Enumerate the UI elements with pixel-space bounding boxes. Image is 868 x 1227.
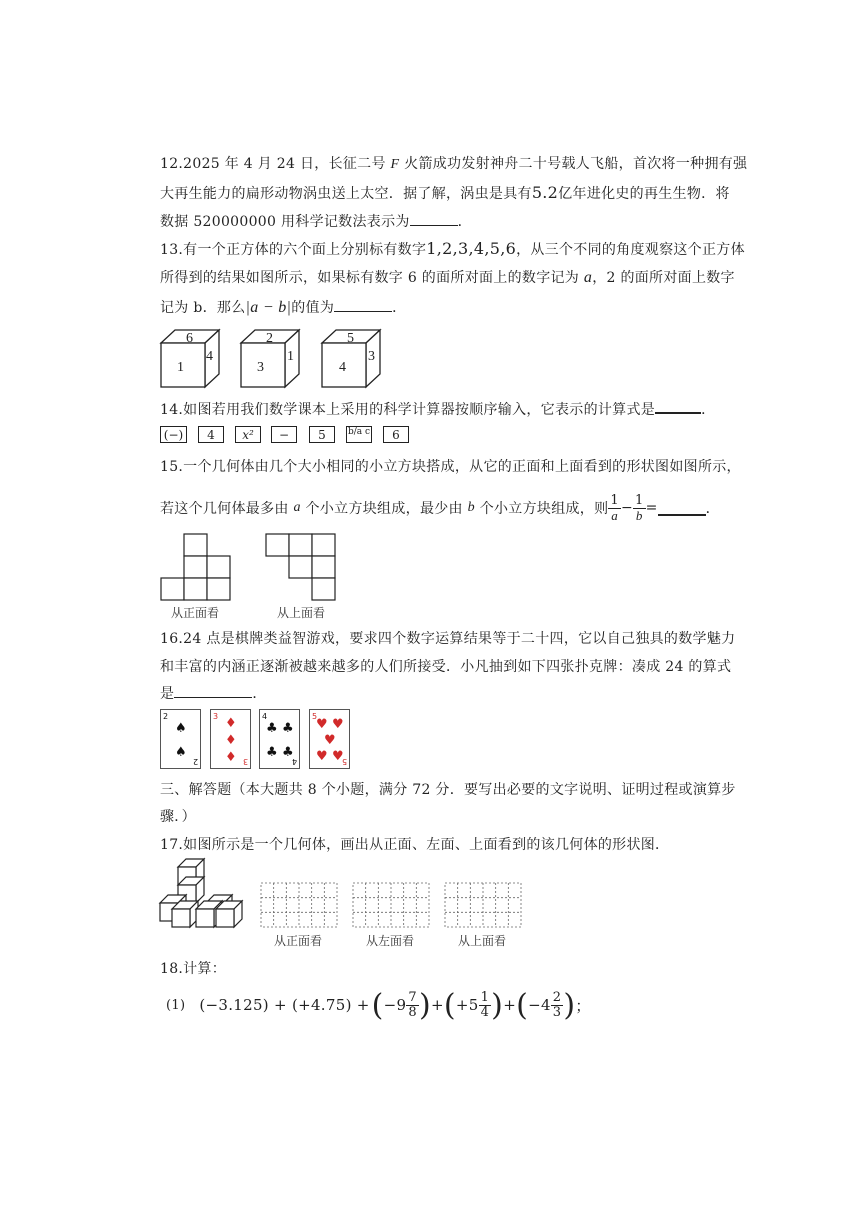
cube3-side-number: 3 [368, 349, 375, 364]
q15-line2: 若这个几何体最多由 a 个小立方块组成，最少由 b 个小立方块组成，则 $\frac{1}{a}$ − $\frac{1}{b}$ = ． [160, 492, 720, 523]
key-x-squared: x² [235, 426, 261, 443]
card-suit-pip: ♦ [225, 733, 237, 748]
card-suit-pip: ♥ [332, 717, 344, 732]
key-4: 4 [198, 426, 224, 443]
caption-front-view: 从正面看 [274, 934, 323, 948]
key-6: 6 [383, 426, 409, 443]
card-suit-pip: ♣ [266, 721, 278, 736]
q13-line3: 记为 b．那么|a − b|的值为 ． [160, 299, 407, 316]
cubes-figure [158, 327, 388, 389]
q18-part1: (1) (−3.125) + (+4.75) + ( −9 $\frac{7}{8}$ ) + ( +5 $\frac{1}{4}$ ) + ( −4 $\frac{2}{3}$ ) ； [166, 987, 591, 1023]
playing-card-4 [259, 709, 300, 769]
card-rank: 4 [262, 712, 268, 721]
caption-top-view: 从上面看 [277, 606, 326, 620]
iso-cube-front-mid-front [196, 909, 214, 927]
q17-grids [260, 882, 522, 930]
playing-card-5 [309, 709, 350, 769]
card-suit-pip: ♣ [266, 745, 278, 760]
caption-left-view: 从左面看 [366, 934, 415, 948]
card-rank: 2 [192, 757, 198, 766]
card-suit-pip: ♠ [175, 721, 187, 736]
q15-line1: 15.一个几何体由几个大小相同的小立方块搭成，从它的正面和上面看到的形状图如图所示， [160, 459, 741, 475]
answer-blank [334, 297, 392, 312]
q16-line3: 是 ． [160, 683, 267, 703]
caption-top-view: 从上面看 [458, 934, 507, 948]
q16-line2: 和丰富的内涵正逐渐被越来越多的人们所接受．小凡抽到如下四张扑克牌：凑成 24 的算式 [160, 659, 732, 675]
iso-cube-front-right-front [216, 909, 234, 927]
answer-blank [410, 211, 458, 226]
playing-card-2 [160, 709, 201, 769]
card-rank: 3 [213, 712, 219, 721]
card-suit-pip: ♣ [282, 745, 294, 760]
card-rank: 2 [163, 712, 169, 721]
key-negative: (−) [160, 426, 187, 443]
key-minus: − [271, 426, 297, 443]
cube1-side-number: 4 [206, 349, 213, 364]
card-rank: 3 [242, 757, 248, 766]
card-rank: 5 [312, 712, 318, 721]
card-suit-pip: ♥ [316, 717, 328, 732]
card-suit-pip: ♥ [332, 749, 344, 764]
answer-blank [174, 683, 252, 698]
q12-line2: 大再生能力的扁形动物涡虫送上太空．据了解，涡虫是具有5.2亿年进化史的再生生物．将 [160, 183, 730, 202]
q14-text: 14.如图若用我们数学课本上采用的科学计算器按顺序输入，它表示的计算式是 ． [160, 398, 715, 419]
card-suit-pip: ♦ [225, 750, 237, 765]
q17-solid-figure [158, 857, 244, 931]
cube2-top-number: 2 [266, 331, 273, 346]
cube1-top-number: 6 [186, 331, 193, 346]
playing-card-3 [210, 709, 251, 769]
answer-blank [655, 398, 701, 414]
card-suit-pip: ♠ [175, 745, 187, 760]
caption-front-view: 从正面看 [171, 606, 220, 620]
iso-cube-front-left-front [172, 909, 190, 927]
answer-blank [658, 500, 706, 516]
section3-heading-cont: 骤．） [160, 809, 196, 825]
card-suit-pip: ♥ [316, 749, 328, 764]
key-5: 5 [309, 426, 335, 443]
q17-text: 17.如图所示是一个几何体，画出从正面、左面、上面看到的该几何体的形状图． [160, 837, 670, 853]
key-fraction: b/a c [346, 426, 372, 443]
q16-line1: 16.24 点是棋牌类益智游戏，要求四个数字运算结果等于二十四，它以自己独具的数学魅力 [160, 631, 736, 647]
card-rank: 5 [341, 757, 347, 766]
fraction-1-over-b: $\frac{1}{b}$ [635, 492, 644, 523]
q12-line3: 数据 520000000 用科学记数法表示为 ． [160, 211, 472, 231]
card-suit-pip: ♣ [282, 721, 294, 736]
q18-title: 18.计算： [160, 961, 227, 977]
card-suit-pip: ♥ [324, 733, 336, 748]
fraction-1-over-a: $\frac{1}{a}$ [610, 492, 619, 523]
q15-views-figure [160, 533, 340, 603]
section3-heading: 三、解答题（本大题共 8 个小题，满分 72 分．要写出必要的文字说明、证明过程或演算步 [160, 782, 736, 798]
cube3-front-number: 4 [339, 360, 346, 375]
q13-line1: 13.有一个正方体的六个面上分别标有数字1,2,3,4,5,6，从三个不同的角度观察这个正方体 [160, 239, 745, 258]
card-rank: 4 [291, 757, 297, 766]
cube2-front-number: 3 [257, 360, 264, 375]
q12-line1: 12.2025 年 4 月 24 日，长征二号 F 火箭成功发射神舟二十号载人飞船，首次将一种拥有强 [160, 156, 748, 172]
cube3-top-number: 5 [347, 331, 354, 346]
cube1-front-number: 1 [177, 360, 184, 375]
cube2-side-number: 1 [287, 349, 294, 364]
q13-line2: 所得到的结果如图所示，如果标有数字 6 的面所对面上的数字记为 a，2 的面所对面上数字 [160, 269, 735, 286]
card-suit-pip: ♦ [225, 716, 237, 731]
